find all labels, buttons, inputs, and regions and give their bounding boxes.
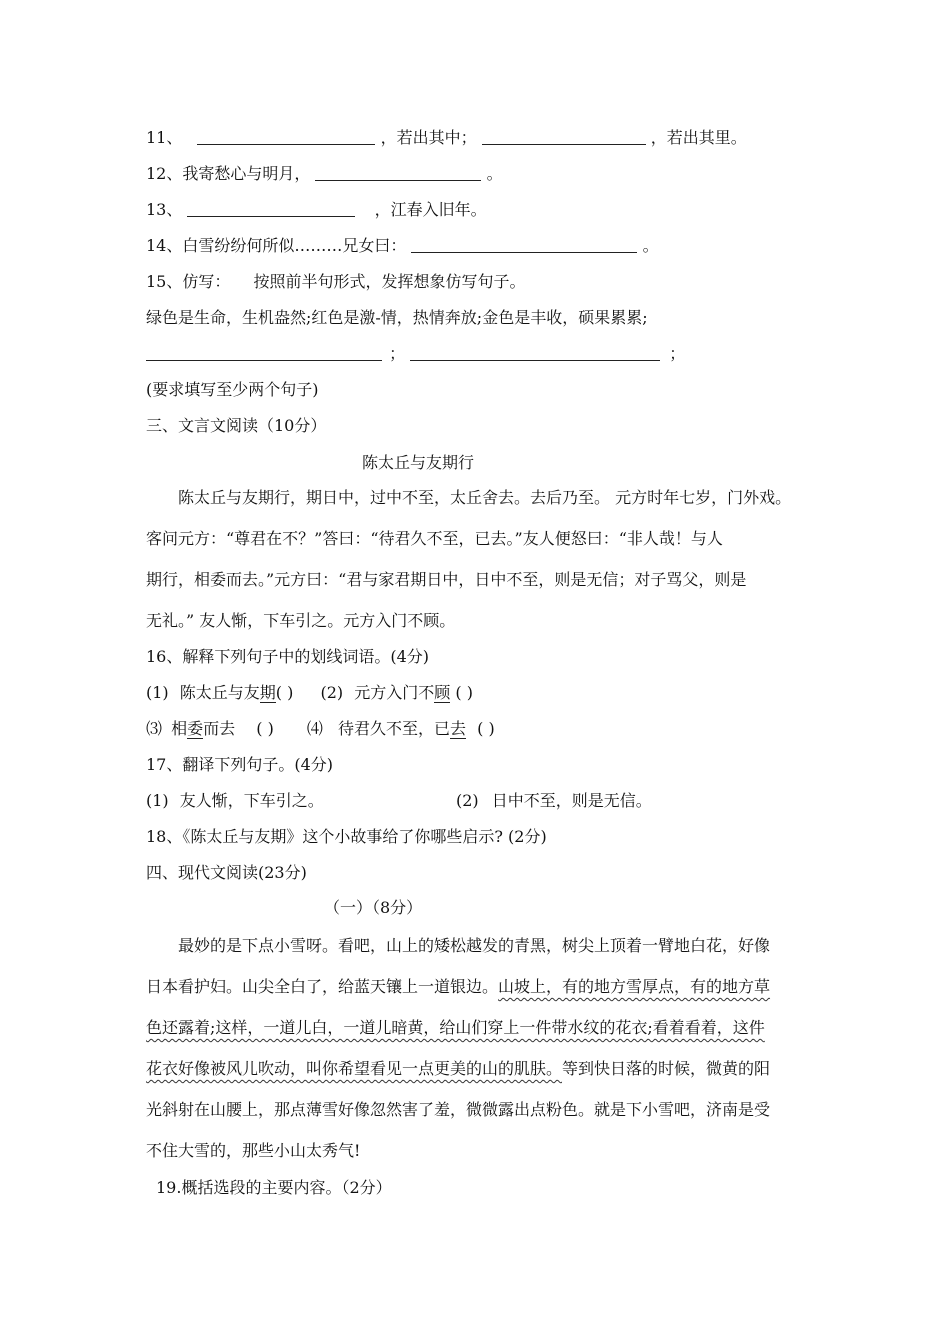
q15-blank-2[interactable] [410,344,660,361]
q14-end: 。 [642,236,659,255]
modern-line-2-wavy: 山坡上，有的地方雪厚点，有的地方草 [498,977,771,996]
modern-line-4-wavy: 花衣好像被风儿吹动，叫你希望看见一点更美的山的肌肤。 [146,1059,563,1078]
q11-middle-text: ，若出其中； [380,128,477,147]
classical-line-4: 无礼。” 友人惭，下车引之。元方入门不顾。 [146,611,456,630]
q17-sentences [146,790,324,812]
q18-stem: 18、《陈太丘与友期》这个小故事给了你哪些启示? (2分) [146,827,547,846]
q16-item3-number: ⑶ [146,719,163,738]
modern-line-3 [146,1017,765,1039]
q15-title: 15、仿写： [146,272,231,291]
question-13 [146,199,487,221]
q16-item4-paren[interactable]: ( ) [477,719,495,738]
question-11 [146,127,747,149]
q14-prefix: 14、白雪纷纷何所似………兄女曰： [146,236,407,255]
q16-item3-text-after: 而去 [203,719,236,738]
classical-line-2: 客问元方：“尊君在不？”答曰：“待君久不至，已去。”友人便怒曰：“非人哉！与人 [146,529,723,548]
section-4-subheading: （一）（8分） [324,898,423,917]
q12-prefix: 12、我寄愁心与明月， [146,164,311,183]
q17-item2-number: (2) [456,791,479,810]
q16-item2-underlined: 顾 [434,683,451,702]
q15-blank-1[interactable] [146,344,382,361]
q17-item1-text: 友人惭，下车引之。 [179,791,324,810]
modern-line-2-plain: 日本看护妇。山尖全白了，给蓝天镶上一道银边。 [146,977,499,996]
q13-blank[interactable] [187,200,355,217]
question-14 [146,235,659,257]
modern-line-5: 光斜射在山腰上，那点薄雪好像忽然害了羞，微微露出点粉色。就是下小雪吧，济南是受 [146,1100,771,1119]
section-4-heading: 四、现代文阅读(23分) [146,863,307,882]
q16-stem: 16、解释下列句子中的划线词语。(4分) [146,647,430,666]
q16-item4-underlined: 去 [450,719,467,738]
q16-item1-paren[interactable]: ( ) [275,683,294,702]
q11-end-text: ，若出其里。 [650,128,747,147]
q16-item4-text: 待君久不至，已 [338,719,451,738]
modern-line-1: 最妙的是下点小雪呀。看吧，山上的矮松越发的青黑，树尖上顶着一臂地白花，好像 [178,936,771,955]
q16-item3-paren[interactable]: ( ) [256,719,274,738]
q16-item4-number: ⑷ [306,719,323,738]
q11-number: 11、 [146,128,183,147]
q17-sentence-2 [456,790,652,812]
q16-item3-underlined: 委 [187,719,204,738]
q19-stem: 19.概括选段的主要内容。（2分） [156,1178,392,1197]
q17-item2-text: 日中不至，则是无信。 [491,791,652,810]
modern-line-2 [146,976,770,998]
q16-item1-text: 陈太丘与友 [179,683,260,702]
q17-stem: 17、翻译下列句子。(4分) [146,755,334,774]
q16-row-1 [146,682,473,704]
modern-line-4 [146,1058,770,1080]
q15-example: 绿色是生命，生机盎然;红色是激-情，热情奔放;金色是丰收，硕果累累; [146,308,648,327]
q16-item1-number: (1) [146,683,169,702]
q11-blank-2[interactable] [482,128,646,145]
q12-blank[interactable] [315,164,481,181]
q14-blank[interactable] [411,236,637,253]
modern-line-3-wavy: 色还露着;这样，一道儿白，一道儿暗黄，给山们穿上一件带水纹的花衣;看着看着，这件 [146,1018,765,1037]
q15-note: (要求填写至少两个句子) [146,380,319,399]
classical-line-1: 陈太丘与友期行，期日中，过中不至，太丘舍去。去后乃至。 元方时年七岁，门外戏。 [178,488,792,507]
q16-item2-number: (2) [320,683,344,702]
q15-separator-2: ； [669,344,686,363]
q17-item1-number: (1) [146,791,169,810]
question-15-title [146,271,525,293]
classical-text-title: 陈太丘与友期行 [362,453,475,472]
q16-row-2 [146,718,495,740]
modern-line-6: 不住大雪的，那些小山太秀气! [146,1141,361,1160]
question-12 [146,163,503,185]
q16-item1-underlined: 期 [259,683,276,702]
q15-answer-line [146,343,685,365]
modern-line-4-plain: 等到快日落的时候，微黄的阳 [562,1059,771,1078]
q13-prefix: 13、 [146,200,183,219]
q16-item2-text: 元方入门不 [354,683,435,702]
q16-item3-text: 相 [171,719,188,738]
q16-item2-paren[interactable]: ( ) [455,683,473,702]
q15-instruction: 按照前半句形式，发挥想象仿写句子。 [253,272,526,291]
q15-separator-1: ； [389,344,406,363]
q12-end: 。 [486,164,503,183]
q13-end: ，江春入旧年。 [374,200,487,219]
q11-blank-1[interactable] [197,128,375,145]
classical-line-3: 期行，相委而去。”元方曰：“君与家君期日中，日中不至，则是无信；对子骂父，则是 [146,570,747,589]
section-3-heading: 三、文言文阅读（10分） [146,416,327,435]
